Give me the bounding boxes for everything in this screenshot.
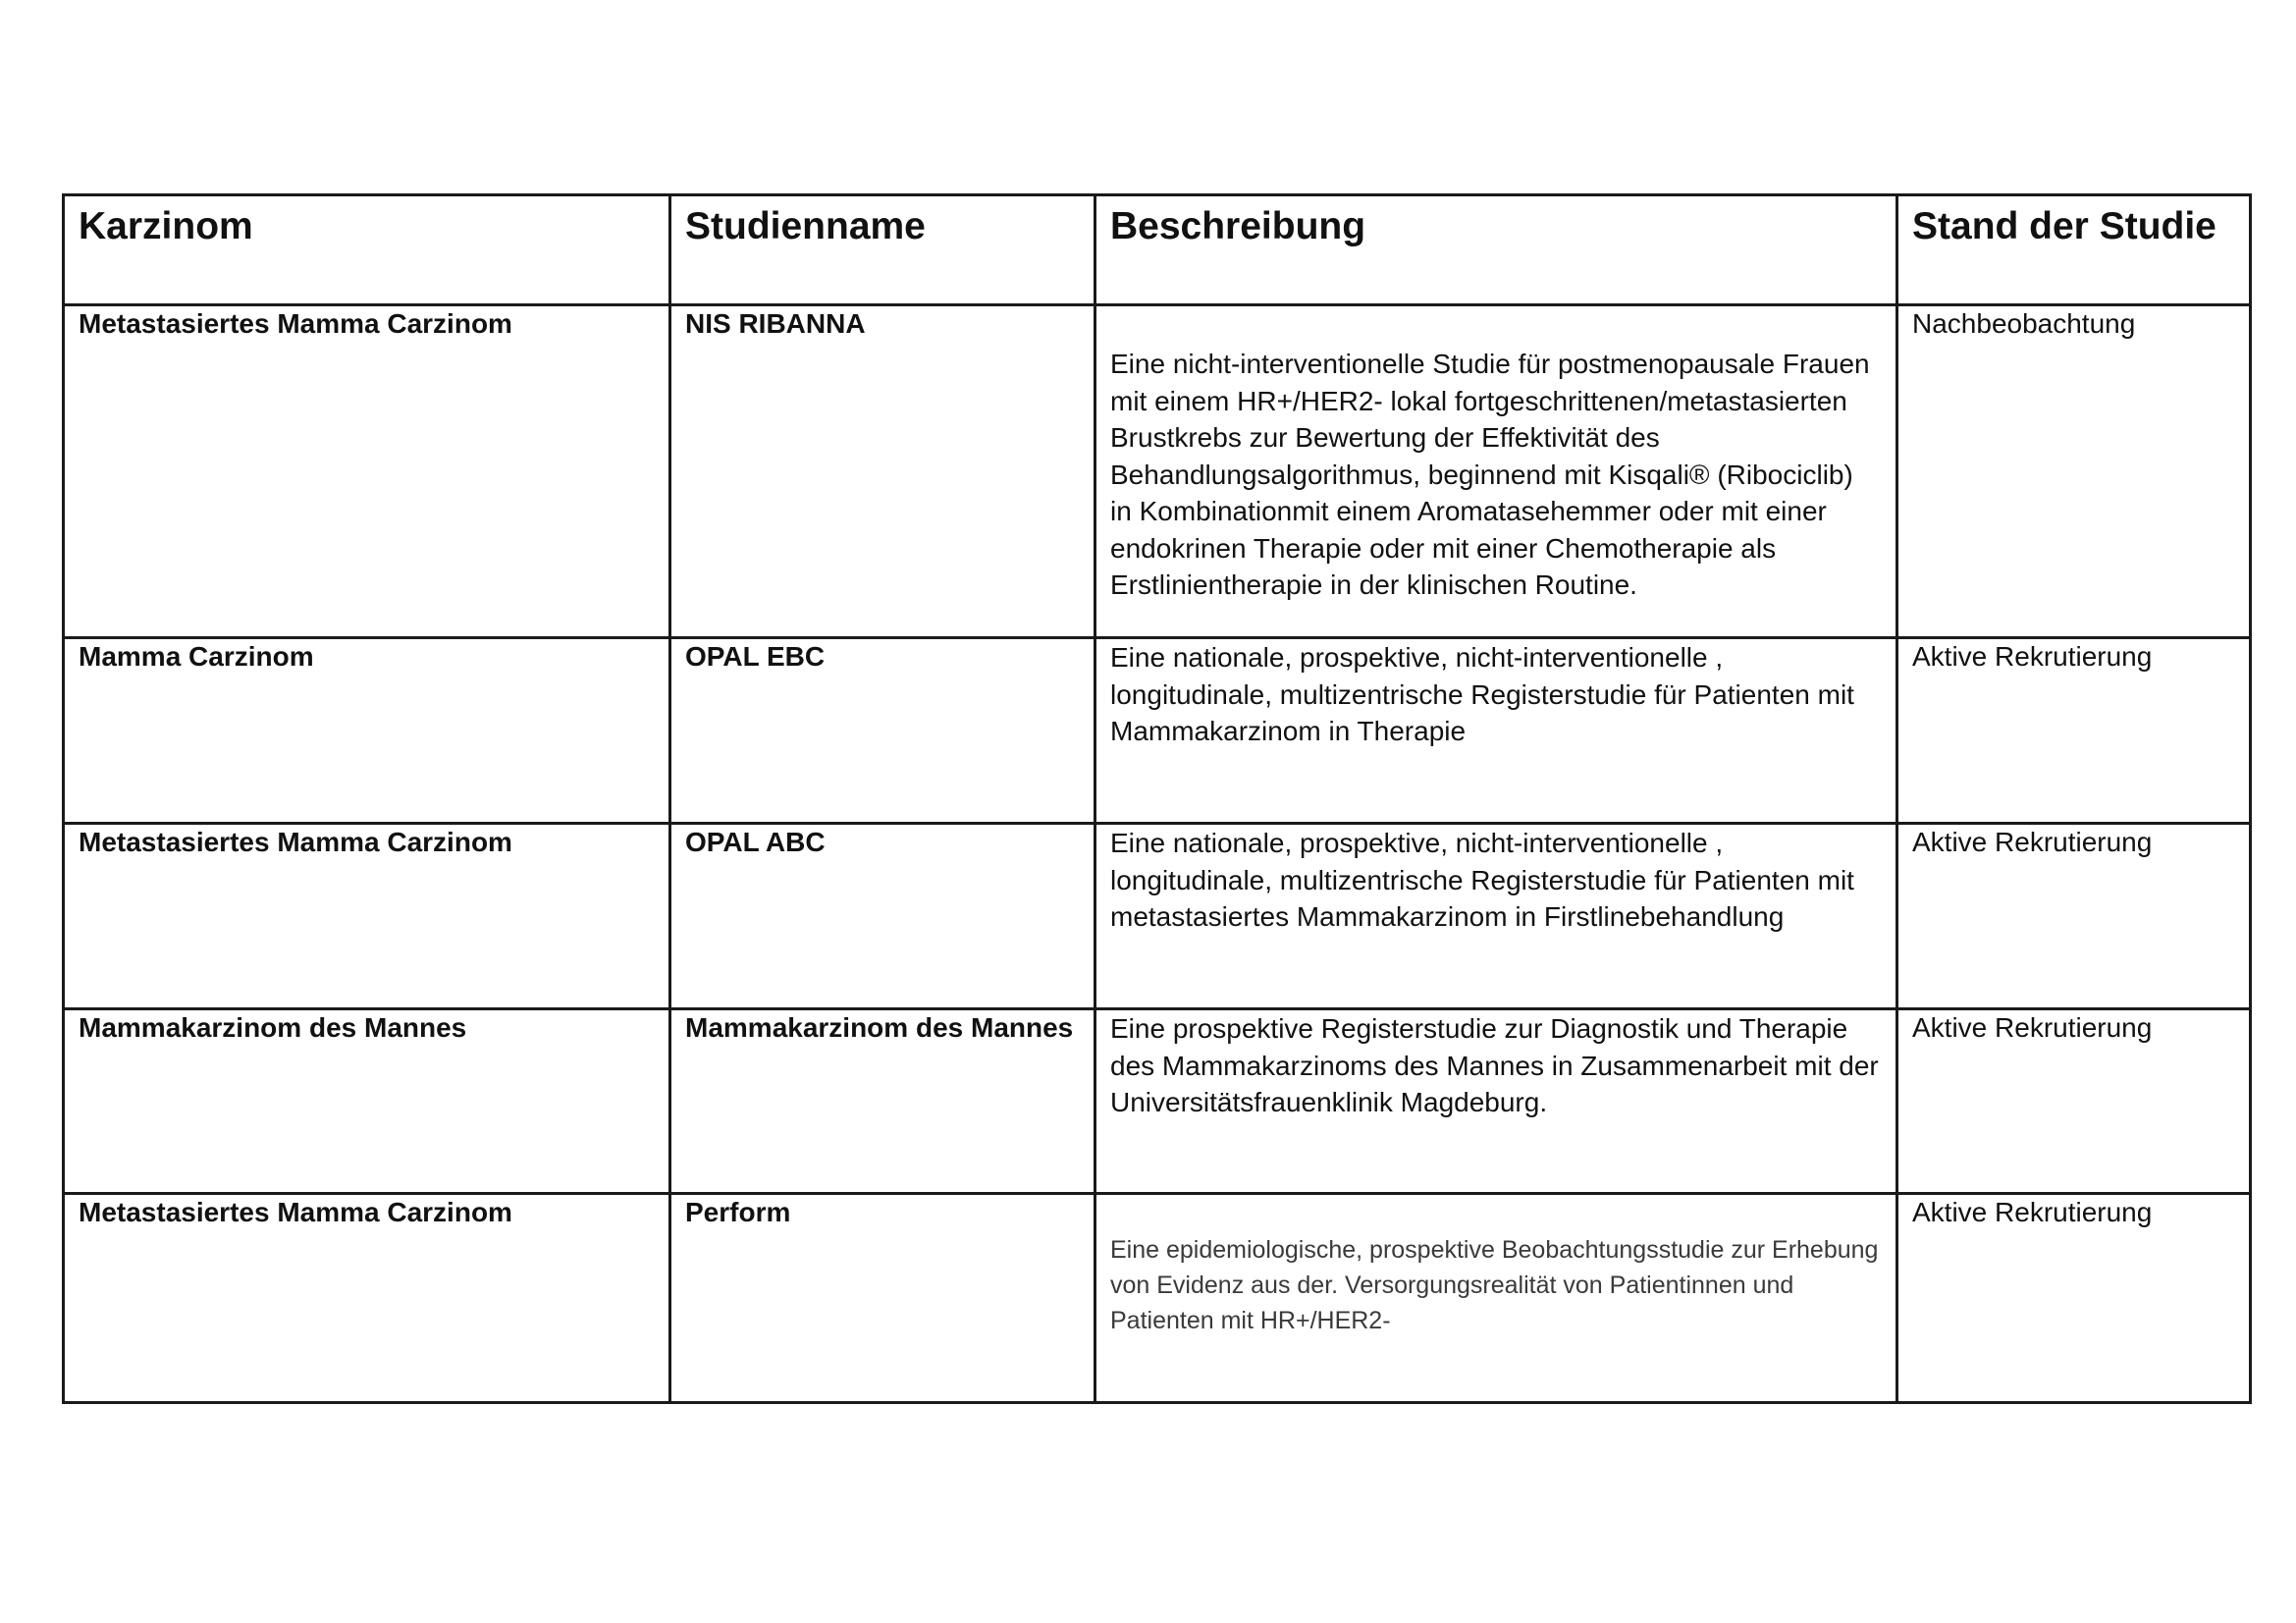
cell-studienname: OPAL ABC [670,824,1095,1009]
table-row [64,305,2251,638]
cell-stand: Aktive Rekrutierung [1897,1194,2251,1403]
cell-stand: Nachbeobachtung [1897,305,2251,638]
cell-beschreibung: Eine prospektive Registerstudie zur Diagnostik und Therapie des Mammakarzinoms des Mannes in Zusammenarbeit mit der Universitätsfrauenklinik Magdeburg. [1095,1009,1897,1194]
cell-karzinom: Metastasiertes Mamma Carzinom [64,824,670,1009]
cell-studienname: Perform [670,1194,1095,1403]
cell-beschreibung: Eine nationale, prospektive, nicht-interventionelle , longitudinale, multizentrische Registerstudie für Patienten mit metastasiertes Mammakarzinom in Firstlinebehandlung [1095,824,1897,1009]
table-row [64,1009,2251,1194]
cell-stand: Aktive Rekrutierung [1897,1009,2251,1194]
table-row [64,638,2251,824]
cell-karzinom: Mammakarzinom des Mannes [64,1009,670,1194]
table-row [64,1194,2251,1403]
header-stand: Stand der Studie [1897,195,2251,305]
table-row [64,824,2251,1009]
cell-stand: Aktive Rekrutierung [1897,638,2251,824]
cell-studienname: Mammakarzinom des Mannes [670,1009,1095,1194]
cell-studienname: NIS RIBANNA [670,305,1095,638]
cell-beschreibung: Eine nationale, prospektive, nicht-interventionelle , longitudinale, multizentrische Registerstudie für Patienten mit Mammakarzinom in Therapie [1095,638,1897,824]
cell-beschreibung: Eine nicht-interventionelle Studie für postmenopausale Frauen mit einem HR+/HER2- lokal fortgeschrittenen/metastasierten Brustkrebs zur Bewertung der Effektivität des Behandlungsalgorithmus, beginnend mit Kisqali® (Ribociclib) in Kombinationmit einem Aromatasehemmer oder mit einer endokrinen Therapie oder mit einer Chemotherapie als Erstlinientherapie in der klinischen Routine. [1095,305,1897,638]
cell-beschreibung: Eine epidemiologische, prospektive Beobachtungsstudie zur Erhebung von Evidenz aus der. Versorgungsrealität von Patientinnen und Patienten mit HR+/HER2- [1095,1194,1897,1403]
cell-karzinom: Mamma Carzinom [64,638,670,824]
header-studienname: Studienname [670,195,1095,305]
cell-stand: Aktive Rekrutierung [1897,824,2251,1009]
header-beschreibung: Beschreibung [1095,195,1897,305]
cell-karzinom: Metastasiertes Mamma Carzinom [64,1194,670,1403]
table-header-row [64,195,2251,305]
header-karzinom: Karzinom [64,195,670,305]
studies-table [62,193,2252,1404]
cell-karzinom: Metastasiertes Mamma Carzinom [64,305,670,638]
cell-studienname: OPAL EBC [670,638,1095,824]
